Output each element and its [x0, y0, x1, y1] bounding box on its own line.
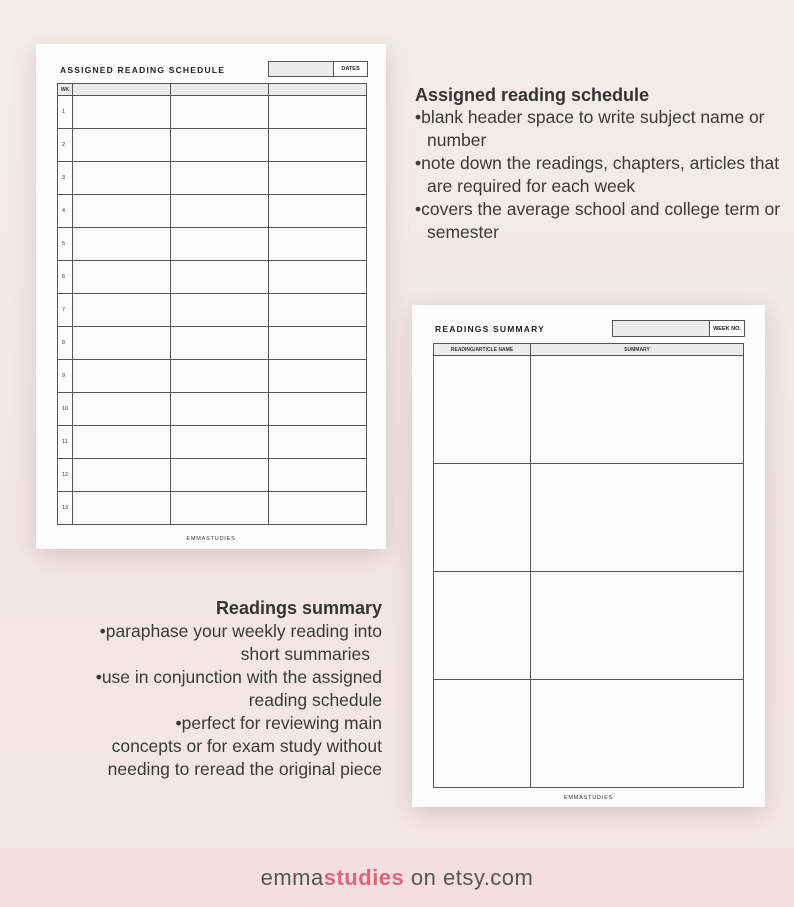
reading-cell: [171, 492, 269, 525]
reading-cell: [269, 459, 367, 492]
reading-cell: [269, 261, 367, 294]
summary-line: concepts or for exam study without: [111, 736, 382, 756]
week-number: 13: [58, 492, 73, 525]
week-number: 7: [58, 294, 73, 327]
reading-cell: [269, 360, 367, 393]
summary-description: [20, 597, 382, 781]
reading-cell: [171, 459, 269, 492]
summary-table: [433, 343, 744, 788]
reading-cell: [73, 492, 171, 525]
summary-line: short summaries: [240, 644, 370, 664]
summary-heading: Readings summary: [215, 598, 382, 618]
reading-cell: [73, 96, 171, 129]
reading-cell: [269, 426, 367, 459]
reading-cell: [171, 426, 269, 459]
table-row: [58, 129, 367, 162]
reading-cell: [171, 360, 269, 393]
summary-line: reading schedule: [248, 690, 382, 710]
table-row: [434, 680, 744, 788]
reading-cell: [171, 294, 269, 327]
week-number: 12: [58, 459, 73, 492]
col-header-blank: [171, 84, 269, 96]
reading-cell: [73, 294, 171, 327]
week-number: 3: [58, 162, 73, 195]
reading-cell: [269, 492, 367, 525]
reading-cell: [269, 393, 367, 426]
shop-banner: [0, 848, 794, 907]
table-row: [434, 464, 744, 572]
summary-cell: [531, 680, 744, 788]
reading-cell: [171, 327, 269, 360]
col-header-blank: [73, 84, 171, 96]
summary-cell: [531, 356, 744, 464]
reading-cell: [73, 360, 171, 393]
schedule-table: [57, 83, 367, 525]
reading-cell: [434, 464, 531, 572]
reading-cell: [269, 228, 367, 261]
reading-cell: [73, 195, 171, 228]
week-number: 9: [58, 360, 73, 393]
reading-cell: [269, 96, 367, 129]
schedule-footer: EMMASTUDIES: [186, 536, 236, 542]
col-header-blank: [269, 84, 367, 96]
banner-prefix: emma: [260, 864, 324, 890]
reading-cell: [73, 327, 171, 360]
week-number: 2: [58, 129, 73, 162]
dates-blank: [269, 62, 334, 76]
table-row: [58, 492, 367, 525]
summary-title: READINGS SUMMARY: [435, 324, 546, 334]
schedule-description: [415, 84, 785, 244]
schedule-heading: Assigned reading schedule: [415, 85, 650, 105]
week-no-label: WEEK NO.: [710, 321, 744, 336]
schedule-bullet: •covers the average school and college term or semester: [415, 199, 781, 242]
reading-name-header: READING/ARTICLE NAME: [434, 344, 531, 356]
table-row: [58, 294, 367, 327]
table-row: [58, 261, 367, 294]
summary-header: SUMMARY: [531, 344, 744, 356]
summary-footer: EMMASTUDIES: [563, 795, 614, 801]
table-row: [58, 195, 367, 228]
schedule-sheet: [36, 44, 386, 549]
table-row: [58, 393, 367, 426]
reading-cell: [171, 129, 269, 162]
table-row: [58, 426, 367, 459]
table-row: [58, 162, 367, 195]
summary-cell: [531, 464, 744, 572]
reading-cell: [73, 228, 171, 261]
week-no-box: [612, 320, 745, 337]
reading-cell: [171, 228, 269, 261]
banner-suffix: on etsy.com: [404, 864, 534, 890]
week-no-blank: [613, 321, 710, 336]
summary-line: needing to reread the original piece: [107, 759, 382, 779]
schedule-bullet: •blank header space to write subject name or number: [415, 107, 765, 150]
table-row: [58, 459, 367, 492]
week-number: 1: [58, 96, 73, 129]
summary-line: •use in conjunction with the assigned: [95, 667, 382, 687]
table-row: [58, 96, 367, 129]
reading-cell: [73, 129, 171, 162]
table-row: [58, 327, 367, 360]
week-col-header: WK: [58, 84, 73, 96]
summary-line: •perfect for reviewing main: [175, 713, 382, 733]
reading-cell: [73, 459, 171, 492]
reading-cell: [269, 162, 367, 195]
reading-cell: [171, 162, 269, 195]
schedule-title: ASSIGNED READING SCHEDULE: [60, 65, 226, 75]
dates-box: [268, 61, 368, 77]
week-number: 6: [58, 261, 73, 294]
reading-cell: [269, 195, 367, 228]
dates-label: DATES: [334, 62, 367, 76]
reading-cell: [434, 356, 531, 464]
week-number: 5: [58, 228, 73, 261]
reading-cell: [73, 426, 171, 459]
table-row: [434, 356, 744, 464]
reading-cell: [171, 195, 269, 228]
reading-cell: [434, 680, 531, 788]
reading-cell: [171, 393, 269, 426]
week-number: 8: [58, 327, 73, 360]
schedule-bullet: •note down the readings, chapters, articles that are required for each week: [415, 153, 780, 196]
table-row: [58, 228, 367, 261]
table-row: [58, 360, 367, 393]
reading-cell: [269, 327, 367, 360]
reading-cell: [73, 393, 171, 426]
table-row: [434, 572, 744, 680]
summary-line: •paraphase your weekly reading into: [99, 621, 382, 641]
reading-cell: [269, 129, 367, 162]
summary-cell: [531, 572, 744, 680]
reading-cell: [269, 294, 367, 327]
week-number: 4: [58, 195, 73, 228]
week-number: 11: [58, 426, 73, 459]
reading-cell: [73, 261, 171, 294]
reading-cell: [171, 261, 269, 294]
week-number: 10: [58, 393, 73, 426]
reading-cell: [73, 162, 171, 195]
reading-cell: [171, 96, 269, 129]
summary-sheet: [412, 305, 765, 807]
reading-cell: [434, 572, 531, 680]
banner-accent: studies: [323, 864, 405, 890]
